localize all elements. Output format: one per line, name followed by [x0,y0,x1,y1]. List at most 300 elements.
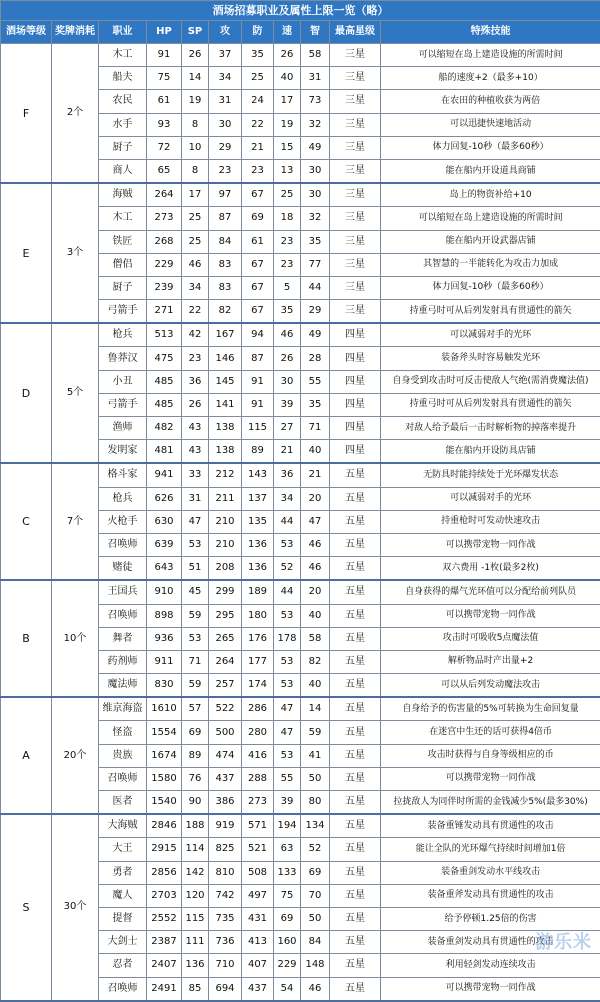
star-cell: 五星 [330,604,381,627]
job-cell: 召唤师 [99,767,147,790]
job-cell: 弓箭手 [99,300,147,324]
star-cell: 三星 [330,90,381,113]
hp-cell: 75 [147,67,182,90]
table-header-row [1,21,600,44]
spd-cell: 15 [274,136,301,159]
skill-cell: 岛上的物资补给+10 [381,183,600,207]
spd-cell: 54 [274,977,301,1001]
job-cell: 鲁莽汉 [99,347,147,370]
hp-cell: 72 [147,136,182,159]
star-cell: 三星 [330,136,381,159]
skill-cell: 可以携带宠物一同作战 [381,533,600,556]
table-title-row [1,1,600,21]
int-cell: 59 [301,721,330,744]
sp-cell: 8 [182,159,209,183]
hp-cell: 936 [147,627,182,650]
star-cell: 五星 [330,533,381,556]
sp-cell: 136 [182,954,209,977]
sp-cell: 26 [182,393,209,416]
sp-cell: 33 [182,463,209,487]
spd-cell: 23 [274,230,301,253]
int-cell: 35 [301,230,330,253]
job-cell: 水手 [99,113,147,136]
skill-cell: 其智慧的一半能转化为攻击力加成 [381,253,600,276]
skill-cell: 攻击时获得与自身等级相应的币 [381,744,600,767]
star-cell: 五星 [330,674,381,698]
def-cell: 407 [242,954,274,977]
hp-cell: 911 [147,650,182,673]
star-cell: 四星 [330,370,381,393]
spd-cell: 194 [274,814,301,838]
skill-cell: 可以携带宠物一同作战 [381,604,600,627]
job-cell: 召唤师 [99,604,147,627]
hp-cell: 643 [147,557,182,581]
job-cell: 僧侣 [99,253,147,276]
skill-cell: 装备斧头时容易触发光环 [381,347,600,370]
atk-cell: 87 [209,207,242,230]
atk-cell: 138 [209,440,242,464]
spd-cell: 26 [274,347,301,370]
int-cell: 20 [301,487,330,510]
skill-cell: 自身获得的爆气光环值可以分配给前列队员 [381,580,600,604]
atk-cell: 211 [209,487,242,510]
def-cell: 67 [242,276,274,299]
skill-cell: 装备重剑发动具有贯通性的攻击 [381,931,600,954]
job-cell: 渔师 [99,417,147,440]
sp-cell: 8 [182,113,209,136]
sp-cell: 22 [182,300,209,324]
atk-cell: 825 [209,838,242,861]
spd-cell: 30 [274,370,301,393]
def-cell: 23 [242,159,274,183]
star-cell: 五星 [330,931,381,954]
medal-cost-cell: 5个 [52,323,99,463]
star-cell: 五星 [330,580,381,604]
sp-cell: 71 [182,650,209,673]
hp-cell: 264 [147,183,182,207]
tavern-grade-cell: F [1,44,52,184]
star-cell: 四星 [330,440,381,464]
star-cell: 三星 [330,207,381,230]
def-cell: 521 [242,838,274,861]
job-cell: 枪兵 [99,323,147,347]
atk-cell: 23 [209,159,242,183]
skill-cell: 在迷宫中生还的话可获得4倍币 [381,721,600,744]
def-cell: 22 [242,113,274,136]
spd-cell: 25 [274,183,301,207]
hp-cell: 513 [147,323,182,347]
star-cell: 三星 [330,113,381,136]
hp-cell: 941 [147,463,182,487]
def-cell: 35 [242,44,274,67]
int-cell: 58 [301,627,330,650]
int-cell: 40 [301,674,330,698]
header-cell: 最高星级 [330,21,381,44]
sp-cell: 90 [182,791,209,815]
spd-cell: 160 [274,931,301,954]
job-cell: 铁匠 [99,230,147,253]
header-cell: 智 [301,21,330,44]
spd-cell: 53 [274,604,301,627]
int-cell: 148 [301,954,330,977]
spd-cell: 39 [274,393,301,416]
sp-cell: 53 [182,533,209,556]
skill-cell: 能在船内开设武器店铺 [381,230,600,253]
sp-cell: 25 [182,207,209,230]
def-cell: 136 [242,557,274,581]
job-cell: 商人 [99,159,147,183]
def-cell: 143 [242,463,274,487]
def-cell: 176 [242,627,274,650]
atk-cell: 736 [209,931,242,954]
hp-cell: 1540 [147,791,182,815]
sp-cell: 19 [182,90,209,113]
sp-cell: 111 [182,931,209,954]
int-cell: 29 [301,300,330,324]
atk-cell: 694 [209,977,242,1001]
sp-cell: 42 [182,323,209,347]
def-cell: 136 [242,533,274,556]
job-cell: 赌徒 [99,557,147,581]
sp-cell: 69 [182,721,209,744]
header-cell: 酒场等级 [1,21,52,44]
tavern-grade-cell: B [1,580,52,697]
hp-cell: 268 [147,230,182,253]
job-cell: 大海贼 [99,814,147,838]
sp-cell: 76 [182,767,209,790]
int-cell: 77 [301,253,330,276]
spd-cell: 53 [274,744,301,767]
table-row [1,323,600,347]
job-cell: 王国兵 [99,580,147,604]
hp-cell: 1554 [147,721,182,744]
medal-cost-cell: 7个 [52,463,99,580]
hp-cell: 475 [147,347,182,370]
atk-cell: 265 [209,627,242,650]
star-cell: 三星 [330,230,381,253]
def-cell: 91 [242,370,274,393]
sp-cell: 10 [182,136,209,159]
int-cell: 46 [301,557,330,581]
hp-cell: 93 [147,113,182,136]
spd-cell: 17 [274,90,301,113]
hp-cell: 239 [147,276,182,299]
skill-cell: 可以携带宠物一同作战 [381,767,600,790]
skill-cell: 可以减弱对手的光环 [381,487,600,510]
job-cell: 药剂师 [99,650,147,673]
hp-cell: 1610 [147,697,182,721]
sp-cell: 46 [182,253,209,276]
def-cell: 497 [242,884,274,907]
sp-cell: 25 [182,230,209,253]
skill-cell: 能让全队的光环爆气持续时间增加1倍 [381,838,600,861]
sp-cell: 14 [182,67,209,90]
sp-cell: 43 [182,440,209,464]
star-cell: 五星 [330,838,381,861]
star-cell: 五星 [330,721,381,744]
skill-cell: 利用轻剑发动连续攻击 [381,954,600,977]
sp-cell: 53 [182,627,209,650]
spd-cell: 5 [274,276,301,299]
atk-cell: 82 [209,300,242,324]
skill-cell: 可以携带宠物一同作战 [381,977,600,1001]
job-cell: 怪盗 [99,721,147,744]
tavern-grade-cell: C [1,463,52,580]
star-cell: 五星 [330,884,381,907]
table-row [1,44,600,67]
job-cell: 发明家 [99,440,147,464]
skill-cell: 可以缩短在岛上建造设施的所需时间 [381,207,600,230]
sp-cell: 45 [182,580,209,604]
header-cell: 防 [242,21,274,44]
hp-cell: 630 [147,510,182,533]
sp-cell: 43 [182,417,209,440]
atk-cell: 210 [209,533,242,556]
int-cell: 20 [301,580,330,604]
int-cell: 84 [301,931,330,954]
skill-cell: 双六费用 -1枚(最多2枚) [381,557,600,581]
int-cell: 21 [301,463,330,487]
int-cell: 52 [301,838,330,861]
job-cell: 小丑 [99,370,147,393]
int-cell: 35 [301,393,330,416]
skill-cell: 解析物品时产出量+2 [381,650,600,673]
skill-cell: 自身给予的伤害量的5%可转换为生命回复量 [381,697,600,721]
skill-cell: 持重弓时可从后列发射具有贯通性的箭矢 [381,393,600,416]
atk-cell: 386 [209,791,242,815]
skill-cell: 能在船内开设防具店铺 [381,440,600,464]
job-cell: 大王 [99,838,147,861]
sp-cell: 59 [182,604,209,627]
star-cell: 五星 [330,954,381,977]
medal-cost-cell: 10个 [52,580,99,697]
atk-cell: 742 [209,884,242,907]
star-cell: 五星 [330,650,381,673]
spd-cell: 178 [274,627,301,650]
spd-cell: 21 [274,440,301,464]
sp-cell: 57 [182,697,209,721]
atk-cell: 83 [209,253,242,276]
job-cell: 忍者 [99,954,147,977]
watermark-logo: 游乐米 [535,928,592,954]
hp-cell: 910 [147,580,182,604]
hp-cell: 639 [147,533,182,556]
hp-cell: 485 [147,370,182,393]
atk-cell: 500 [209,721,242,744]
star-cell: 四星 [330,347,381,370]
int-cell: 41 [301,744,330,767]
atk-cell: 295 [209,604,242,627]
int-cell: 50 [301,767,330,790]
medal-cost-cell: 2个 [52,44,99,184]
hp-cell: 91 [147,44,182,67]
star-cell: 五星 [330,861,381,884]
spd-cell: 34 [274,487,301,510]
table-row [1,697,600,721]
hp-cell: 830 [147,674,182,698]
def-cell: 413 [242,931,274,954]
hp-cell: 2491 [147,977,182,1001]
job-cell: 舞者 [99,627,147,650]
table-body [1,44,600,1001]
hp-cell: 485 [147,393,182,416]
spd-cell: 53 [274,650,301,673]
hp-cell: 65 [147,159,182,183]
atk-cell: 37 [209,44,242,67]
skill-cell: 能在船内开设道具商铺 [381,159,600,183]
header-cell: 攻 [209,21,242,44]
skill-cell: 可以减弱对手的光环 [381,323,600,347]
skill-cell: 给予停顿1.25倍的伤害 [381,907,600,930]
header-cell: 速 [274,21,301,44]
spd-cell: 52 [274,557,301,581]
header-cell: SP [182,21,209,44]
job-cell: 船夫 [99,67,147,90]
spd-cell: 39 [274,791,301,815]
sp-cell: 31 [182,487,209,510]
int-cell: 46 [301,977,330,1001]
int-cell: 69 [301,861,330,884]
skill-cell: 可以从后列发动魔法攻击 [381,674,600,698]
atk-cell: 264 [209,650,242,673]
spd-cell: 19 [274,113,301,136]
def-cell: 87 [242,347,274,370]
atk-cell: 141 [209,393,242,416]
atk-cell: 299 [209,580,242,604]
job-cell: 贵族 [99,744,147,767]
int-cell: 40 [301,604,330,627]
def-cell: 180 [242,604,274,627]
star-cell: 五星 [330,487,381,510]
def-cell: 67 [242,253,274,276]
skill-cell: 体力回复-10秒（最多60秒） [381,136,600,159]
job-cell: 召唤师 [99,977,147,1001]
medal-cost-cell: 30个 [52,814,99,1001]
int-cell: 55 [301,370,330,393]
int-cell: 58 [301,44,330,67]
int-cell: 31 [301,67,330,90]
star-cell: 四星 [330,393,381,416]
int-cell: 80 [301,791,330,815]
star-cell: 五星 [330,627,381,650]
star-cell: 三星 [330,276,381,299]
star-cell: 五星 [330,977,381,1001]
hp-cell: 626 [147,487,182,510]
skill-cell: 持重弓时可从后列发射具有贯通性的箭矢 [381,300,600,324]
spd-cell: 27 [274,417,301,440]
skill-cell: 装备重斧发动具有贯通性的攻击 [381,884,600,907]
job-cell: 召唤师 [99,533,147,556]
hp-cell: 271 [147,300,182,324]
star-cell: 五星 [330,791,381,815]
spd-cell: 229 [274,954,301,977]
def-cell: 431 [242,907,274,930]
spd-cell: 44 [274,510,301,533]
def-cell: 24 [242,90,274,113]
medal-cost-cell: 20个 [52,697,99,814]
hp-cell: 2552 [147,907,182,930]
hp-cell: 2856 [147,861,182,884]
atk-cell: 29 [209,136,242,159]
job-cell: 火枪手 [99,510,147,533]
def-cell: 273 [242,791,274,815]
hp-cell: 2387 [147,931,182,954]
def-cell: 67 [242,300,274,324]
job-cell: 木工 [99,207,147,230]
star-cell: 三星 [330,253,381,276]
int-cell: 70 [301,884,330,907]
spd-cell: 26 [274,44,301,67]
int-cell: 30 [301,159,330,183]
def-cell: 286 [242,697,274,721]
star-cell: 三星 [330,44,381,67]
job-cell: 格斗家 [99,463,147,487]
def-cell: 280 [242,721,274,744]
sp-cell: 85 [182,977,209,1001]
skill-cell: 可以缩短在岛上建造设施的所需时间 [381,44,600,67]
spd-cell: 69 [274,907,301,930]
hp-cell: 2846 [147,814,182,838]
sp-cell: 120 [182,884,209,907]
int-cell: 14 [301,697,330,721]
int-cell: 71 [301,417,330,440]
star-cell: 五星 [330,907,381,930]
int-cell: 32 [301,113,330,136]
skill-cell: 持重枪时可发动快速攻击 [381,510,600,533]
def-cell: 61 [242,230,274,253]
header-cell: 奖牌消耗 [52,21,99,44]
spd-cell: 44 [274,580,301,604]
sp-cell: 188 [182,814,209,838]
table-title: 酒场招募职业及属性上限一览（略） [1,1,600,21]
hp-cell: 1674 [147,744,182,767]
atk-cell: 146 [209,347,242,370]
skill-cell: 在农田的种植收获为两倍 [381,90,600,113]
sp-cell: 17 [182,183,209,207]
spd-cell: 133 [274,861,301,884]
atk-cell: 437 [209,767,242,790]
sp-cell: 36 [182,370,209,393]
hp-cell: 2407 [147,954,182,977]
int-cell: 50 [301,907,330,930]
job-cell: 提督 [99,907,147,930]
skill-cell: 体力回复-10秒（最多60秒） [381,276,600,299]
job-cell: 枪兵 [99,487,147,510]
def-cell: 508 [242,861,274,884]
spd-cell: 55 [274,767,301,790]
spd-cell: 18 [274,207,301,230]
atk-cell: 34 [209,67,242,90]
sp-cell: 115 [182,907,209,930]
atk-cell: 30 [209,113,242,136]
spd-cell: 53 [274,674,301,698]
skill-cell: 对敌人给予最后一击时解析物的掉落率提升 [381,417,600,440]
skill-cell: 无防具时能持续处于光环爆发状态 [381,463,600,487]
hp-cell: 2915 [147,838,182,861]
atk-cell: 919 [209,814,242,838]
atk-cell: 735 [209,907,242,930]
def-cell: 571 [242,814,274,838]
spd-cell: 63 [274,838,301,861]
skill-cell: 船的速度+2（最多+10） [381,67,600,90]
def-cell: 189 [242,580,274,604]
hp-cell: 229 [147,253,182,276]
job-cell: 农民 [99,90,147,113]
def-cell: 416 [242,744,274,767]
header-cell: HP [147,21,182,44]
header-cell: 职业 [99,21,147,44]
int-cell: 134 [301,814,330,838]
